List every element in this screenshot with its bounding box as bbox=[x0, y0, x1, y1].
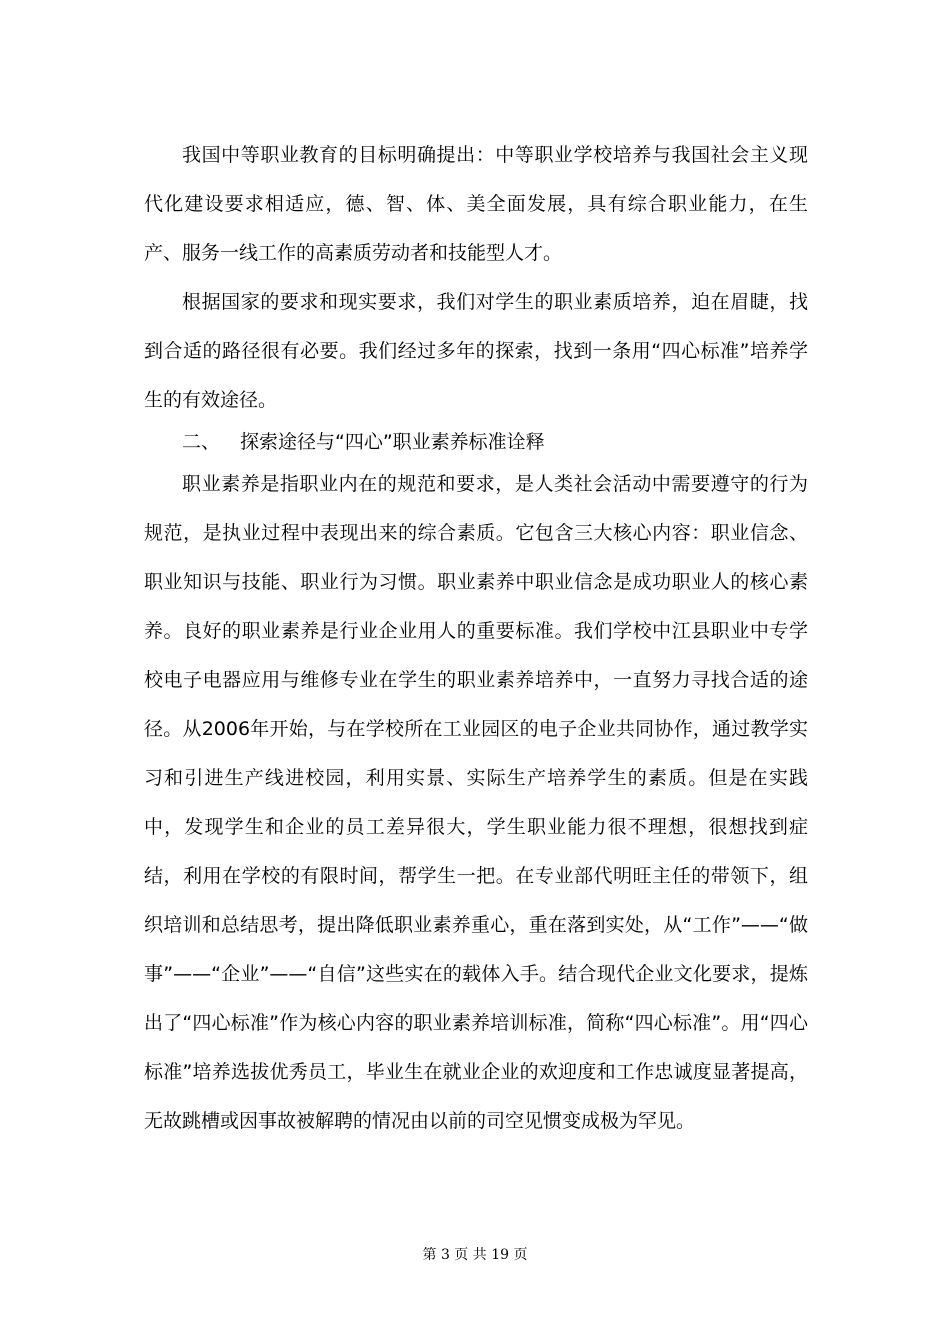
section-title: 探索途径与“四心”职业素养标准诠释 bbox=[240, 431, 545, 453]
paragraph-national-requirements: 根据国家的要求和现实要求，我们对学生的职业素质培养，迫在眉睫，找到合适的路径很有必要。我们经过多年的探索，找到一条用“四心标准”培养学生的有效途径。 bbox=[144, 291, 808, 411]
document-body bbox=[144, 131, 808, 1146]
page-number: 第 3 页 共 19 页 bbox=[422, 1247, 528, 1263]
section-heading bbox=[144, 425, 808, 460]
section-number: 二、 bbox=[182, 431, 221, 453]
paragraph-education-goal: 我国中等职业教育的目标明确提出：中等职业学校培养与我国社会主义现代化建设要求相适应，德、智、体、美全面发展，具有综合职业能力，在生产、服务一线工作的高素质劳动者和技能型人才。 bbox=[144, 144, 808, 264]
paragraph-professional-literacy: 职业素养是指职业内在的规范和要求，是人类社会活动中需要遵守的行为规范，是执业过程中表现出来的综合素质。它包含三大核心内容：职业信念、职业知识与技能、职业行为习惯。职业素养中职业信念是成功职业人的核心素养。良好的职业素养是行业企业用人的重要标准。我们学校中江县职业中专学校电子电器应用与维修专业在学生的职业素养培养中，一直努力寻找合适的途径。从2006年开始，与在学校所在工业园区的电子企业共同协作，通过教学实习和引进生产线进校园，利用实景、实际生产培养学生的素质。但是在实践中，发现学生和企业的员工差异很大，学生职业能力很不理想，很想找到症结，利用在学校的有限时间，帮学生一把。在专业部代明旺主任的带领下，组织培训和总结思考，提出降低职业素养重心，重在落到实处，从“工作”——“做事”——“企业”——“自信”这些实在的载体入手。结合现代企业文化要求，提炼出了“四心标准”作为核心内容的职业素养培训标准，简称“四心标准”。用“四心标准”培养选拔优秀员工，毕业生在就业企业的欢迎度和工作忠诚度显著提高，无故跳槽或因事故被解聘的情况由以前的司空见惯变成极为罕见。 bbox=[144, 473, 808, 1132]
page-footer bbox=[0, 1245, 950, 1265]
